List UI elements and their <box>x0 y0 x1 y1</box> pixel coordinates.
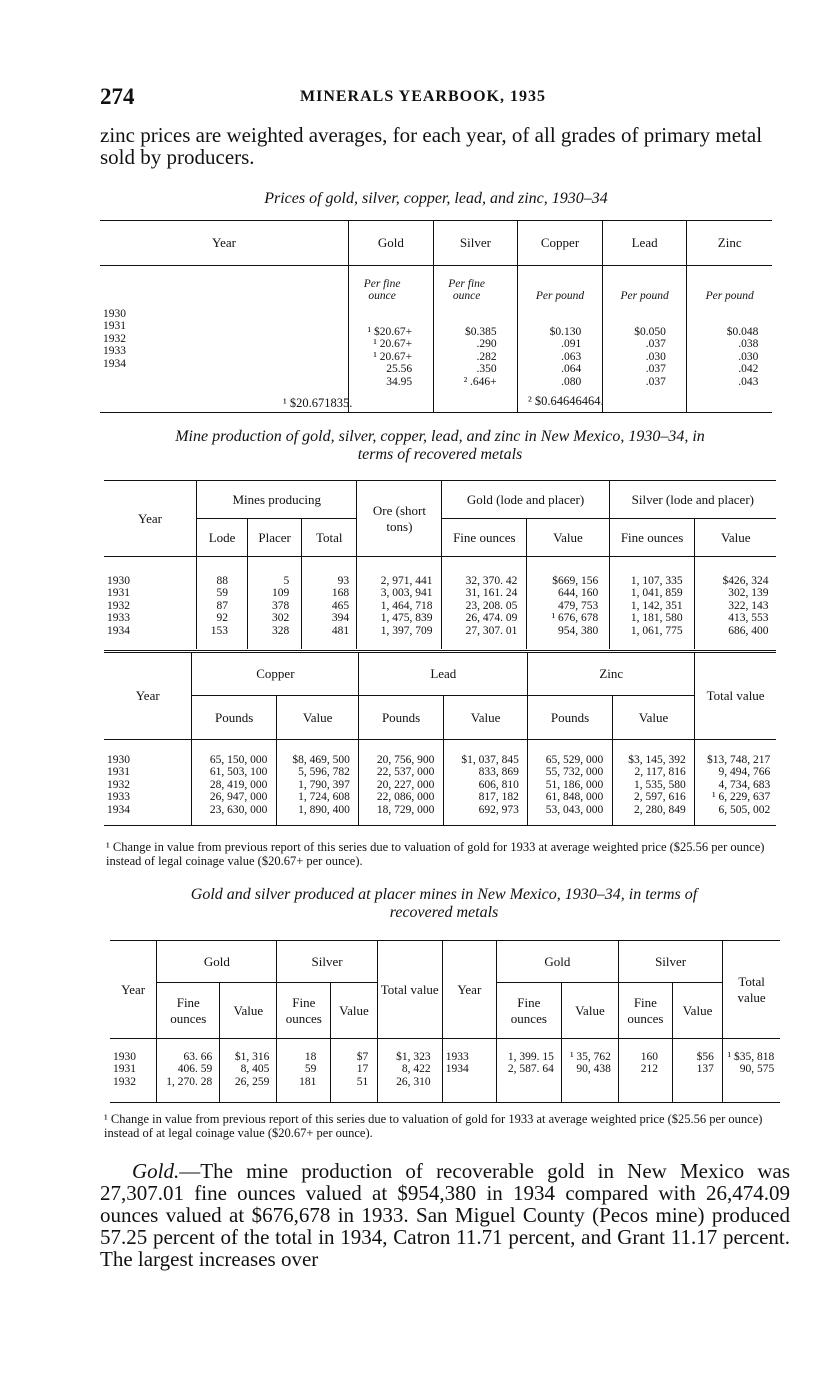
t1-h-zinc: Zinc <box>717 235 742 250</box>
t3-h-zn-lb: Pounds <box>528 696 612 740</box>
t1-years: 1930 1931 1932 1933 1934 <box>103 308 126 370</box>
t1-h-lead: Lead <box>602 221 687 266</box>
t4-h-year-left: Year <box>110 941 157 1039</box>
page-number: 274 <box>100 84 135 109</box>
t2-h-gold-val: Value <box>527 519 609 557</box>
table4-caption: Gold and silver produced at placer mines in New Mexico, 1930–34, in terms of recovered metals <box>190 886 698 921</box>
t1-h-copper: Copper <box>518 221 603 266</box>
t3-total: $13, 748, 217 9, 494, 766 4, 734, 683 ¹ 6, 229, 637 6, 505, 002 <box>706 754 771 816</box>
t1-h-silver: Silver <box>433 221 518 266</box>
t1-h-gold: Gold <box>349 221 434 266</box>
t3-cu-lb: 65, 150, 000 61, 503, 100 28, 419, 000 26, 947, 000 23, 630, 000 <box>209 754 268 816</box>
table1-prices <box>100 220 772 413</box>
t3-footnote: ¹ Change in value from previous report of this series due to valuation of gold for 1933 at average weighted price ($25.56 per ounce) instead of legal coinage value ($20.67+ per ounce). <box>106 840 765 868</box>
t4-total-right: ¹ $35, 818 90, 575 <box>727 1051 775 1076</box>
t4-silver-val-left: $7 17 51 <box>356 1051 369 1088</box>
t4-silver-oz-left: 18 59 181 <box>299 1051 317 1088</box>
t3-h-cu-lb: Pounds <box>192 696 276 740</box>
t1-note1: ¹ $20.671835. <box>283 396 353 410</box>
t3-cu-val: $8, 469, 500 5, 596, 782 1, 790, 397 1, 724, 608 1, 890, 400 <box>292 754 350 816</box>
intro-paragraph: zinc prices are weighted averages, for each year, of all grades of primary metal sold by producers. <box>100 123 763 169</box>
t3-pb-val: $1, 037, 845 833, 869 606, 810 817, 182 692, 973 <box>461 754 519 816</box>
table4-placer <box>110 940 780 1103</box>
t4-h-gold-val-left: Value <box>220 983 277 1039</box>
table1-caption: Prices of gold, silver, copper, lead, and zinc, 1930–34 <box>264 190 608 207</box>
t2-placer: 5 109 378 302 328 <box>271 575 290 637</box>
t1-zinc-values: $0.048 .038 .030 .042 .043 <box>726 326 759 388</box>
gold-heading: Gold. <box>132 1159 180 1183</box>
t1-unit-copper: Per pound <box>535 290 585 302</box>
t1-unit-silver: Per fine ounce <box>448 278 486 302</box>
t4-h-gold-left: Gold <box>157 941 277 983</box>
t4-h-silver-oz-left: Fine ounces <box>277 983 331 1039</box>
t3-h-total: Total value <box>695 652 776 740</box>
t3-zn-lb: 65, 529, 000 55, 732, 000 51, 186, 000 61, 848, 000 53, 043, 000 <box>545 754 604 816</box>
t3-h-year: Year <box>104 652 192 740</box>
t4-total-left: $1, 323 8, 422 26, 310 <box>396 1051 431 1088</box>
t2-ore: 2, 971, 441 3, 003, 941 1, 464, 718 1, 475, 839 1, 397, 709 <box>380 575 433 637</box>
t3-h-copper: Copper <box>192 652 359 696</box>
t4-h-gold-right: Gold <box>496 941 618 983</box>
t3-zn-val: $3, 145, 392 2, 117, 816 1, 535, 580 2, 597, 616 2, 280, 849 <box>628 754 686 816</box>
t1-lead-values: $0.050 .037 .030 .037 .037 <box>634 326 666 388</box>
t2-h-gold: Gold (lode and placer) <box>442 481 609 519</box>
t4-gold-val-left: $1, 316 8, 405 26, 259 <box>234 1051 270 1088</box>
t4-h-gold-val-right: Value <box>561 983 618 1039</box>
t4-footnote: ¹ Change in value from previous report of this series due to valuation of gold for 1933 at average weighted price ($25.56 per ounce) instead of at legal coinage value ($20.67+ per ounce). <box>104 1112 763 1140</box>
t1-unit-lead: Per pound <box>620 290 669 302</box>
t2-h-ore: Ore (short tons) <box>357 481 442 557</box>
t4-h-year-right: Year <box>442 941 496 1039</box>
t2-h-mines: Mines producing <box>196 481 357 519</box>
t1-unit-gold: Per fine ounce <box>363 278 401 302</box>
t2-h-year: Year <box>104 481 196 557</box>
t4-h-silver-oz-right: Fine ounces <box>618 983 672 1039</box>
table2-caption: Mine production of gold, silver, copper, lead, and zinc in New Mexico, 1930–34, in terms of recovered metals <box>175 428 705 463</box>
t2-years: 1930 1931 1932 1933 1934 <box>107 575 130 637</box>
t4-silver-oz-right: 160 212 <box>640 1051 658 1076</box>
t1-h-year: Year <box>100 221 349 266</box>
t3-pb-lb: 20, 756, 900 22, 537, 000 20, 227, 000 22, 086, 000 18, 729, 000 <box>376 754 435 816</box>
t2-h-silver: Silver (lode and placer) <box>609 481 776 519</box>
gold-text: —The mine production of recoverable gold in New Mexico was 27,307.01 fine ounces valued at $954,380 in 1934 compared with 26,474.09 ounces valued at $676,678 in 1933. San Miguel County (Pecos mine) produced 57.25 percent of the total in 1934, Catron 11.71 percent, and Grant 11.17 percent. The largest increases over <box>100 1159 790 1271</box>
t4-h-total-right: Total value <box>723 941 780 1039</box>
gold-paragraph <box>100 1160 790 1270</box>
t3-h-zn-val: Value <box>612 696 694 740</box>
t3-h-pb-lb: Pounds <box>359 696 443 740</box>
t3-years: 1930 1931 1932 1933 1934 <box>107 754 130 816</box>
t4-h-silver-left: Silver <box>277 941 377 983</box>
t2-h-placer: Placer <box>248 519 302 557</box>
t4-years-right: 1933 1934 <box>445 1051 469 1076</box>
t3-h-lead: Lead <box>359 652 528 696</box>
t4-h-gold-oz-right: Fine ounces <box>496 983 561 1039</box>
table2-production <box>104 480 776 649</box>
t3-h-pb-val: Value <box>443 696 527 740</box>
t4-h-gold-oz-left: Fine ounces <box>157 983 220 1039</box>
table3-production <box>104 650 776 826</box>
t2-gold-val: $669, 156 644, 160 479, 753 ¹ 676, 678 954, 380 <box>551 575 599 637</box>
t3-h-zinc: Zinc <box>528 652 695 696</box>
t2-total: 93 168 465 394 481 <box>331 575 350 637</box>
t1-silver-values: $0.385 .290 .282 .350 ² .646+ <box>463 326 497 388</box>
t1-note2: ² $0.64646464. <box>528 394 604 408</box>
t4-silver-val-right: $56 137 <box>696 1051 714 1076</box>
t2-gold-oz: 32, 370. 42 31, 161. 24 23, 208. 05 26, 474. 09 27, 307. 01 <box>465 575 518 637</box>
t1-copper-values: $0.130 .091 .063 .064 .080 <box>549 326 582 388</box>
t1-gold-values: ¹ $20.67+ ¹ 20.67+ ¹ 20.67+ 25.56 34.95 <box>367 326 413 388</box>
t4-gold-oz-right: 1, 399. 15 2, 587. 64 <box>507 1051 554 1076</box>
t2-h-silver-val: Value <box>695 519 776 557</box>
t2-h-gold-oz: Fine ounces <box>442 519 527 557</box>
t4-h-silver-right: Silver <box>618 941 722 983</box>
t2-silver-oz: 1, 107, 335 1, 041, 859 1, 142, 351 1, 181, 580 1, 061, 775 <box>630 575 683 637</box>
t4-gold-oz-left: 63. 66 406. 59 1, 270. 28 <box>166 1051 213 1088</box>
t2-h-total: Total <box>302 519 357 557</box>
t2-silver-val: $426, 324 302, 139 322, 143 413, 553 686, 400 <box>722 575 769 637</box>
t2-h-lode: Lode <box>196 519 247 557</box>
t4-h-silver-val-left: Value <box>331 983 377 1039</box>
t4-h-silver-val-right: Value <box>672 983 722 1039</box>
t2-lode: 88 59 87 92 153 <box>210 575 228 637</box>
running-title: MINERALS YEARBOOK, 1935 <box>300 88 546 105</box>
t2-h-silver-oz: Fine ounces <box>609 519 695 557</box>
t1-unit-zinc: Per pound <box>705 290 754 302</box>
t4-years-left: 1930 1931 1932 <box>113 1051 136 1088</box>
t4-gold-val-right: ¹ 35, 762 90, 438 <box>570 1051 611 1076</box>
t4-h-total-left: Total value <box>377 941 442 1039</box>
t3-h-cu-val: Value <box>276 696 358 740</box>
